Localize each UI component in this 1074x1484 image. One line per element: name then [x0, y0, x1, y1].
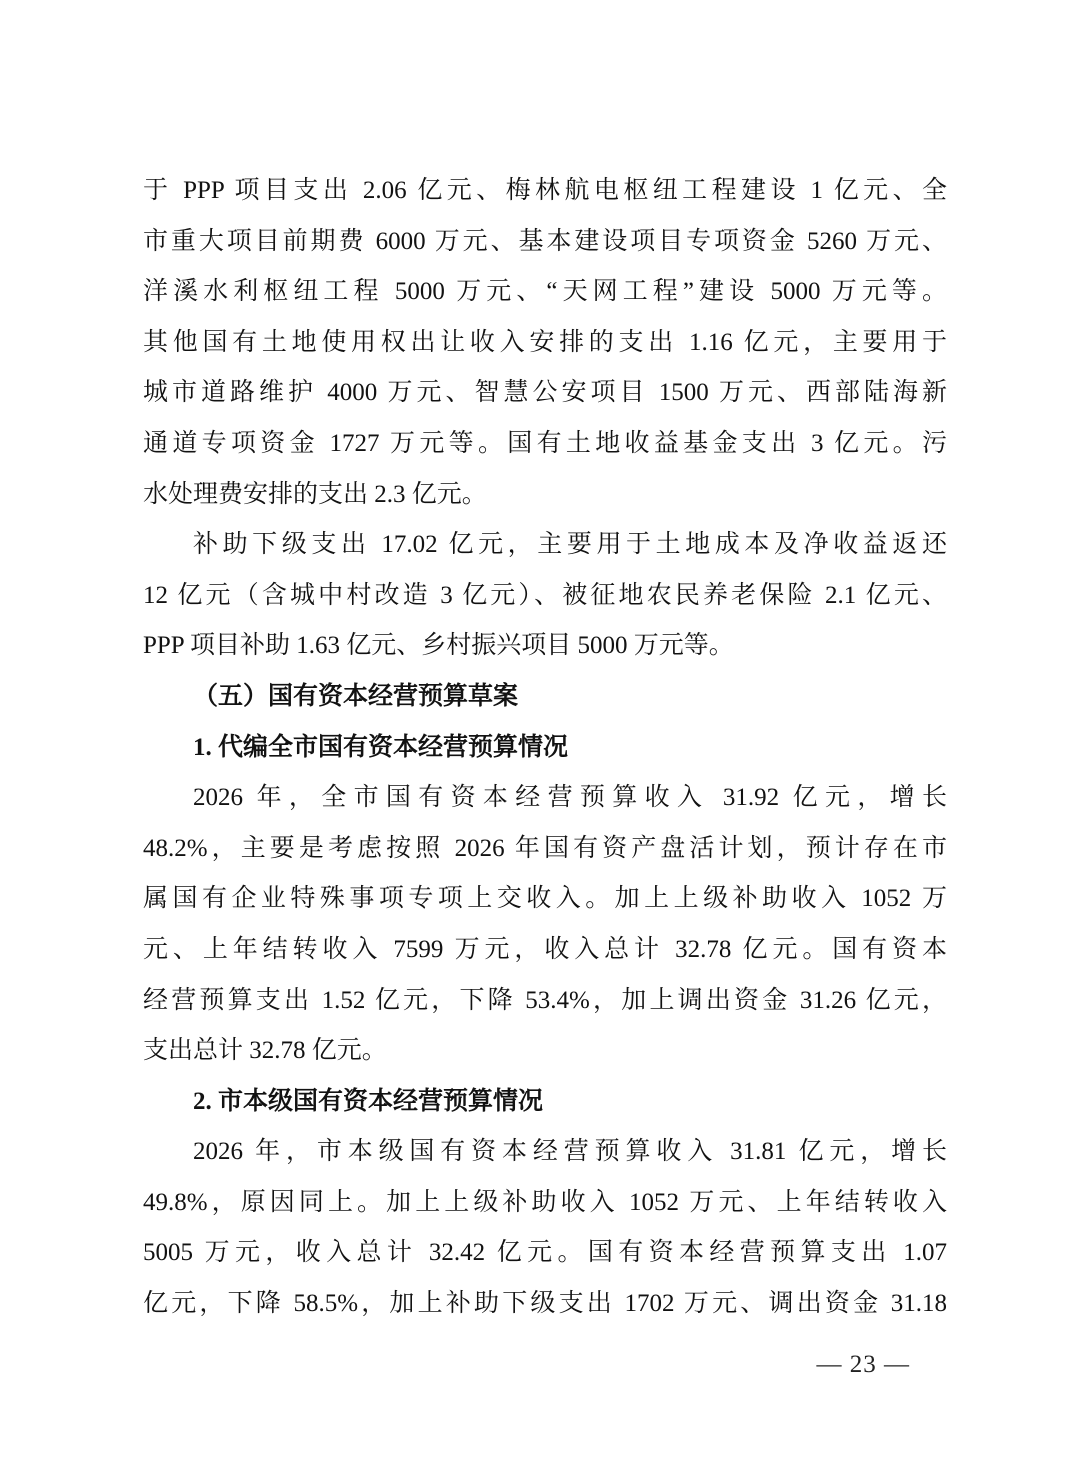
text-line: 1. 代编全市国有资本经营预算情况 [193, 733, 569, 761]
paragraph [143, 166, 947, 520]
text-line: PPP 项目补助 1.63 亿元、乡村振兴项目 5000 万元等。 [143, 632, 734, 660]
paragraph [143, 1127, 947, 1329]
text-line: 洋溪水利枢纽工程 5000 万元、“天网工程”建设 5000 万元等。 [143, 278, 947, 306]
text-line: 元、上年结转收入 7599 万元，收入总计 32.78 亿元。国有资本 [143, 935, 947, 963]
text-line: 经营预算支出 1.52 亿元，下降 53.4%，加上调出资金 31.26 亿元， [143, 986, 947, 1014]
text-line: 支出总计 32.78 亿元。 [143, 1037, 387, 1065]
text-line: 水处理费安排的支出 2.3 亿元。 [143, 480, 487, 508]
text-line: 2026 年，全市国有资本经营预算收入 31.92 亿元，增长 [193, 784, 947, 812]
section-heading [143, 672, 947, 723]
paragraph [143, 773, 947, 1077]
text-line: 2026 年，市本级国有资本经营预算收入 31.81 亿元，增长 [193, 1138, 947, 1166]
section-heading [143, 1077, 947, 1128]
text-content [143, 166, 947, 1330]
section-heading [143, 723, 947, 774]
text-line: 通道专项资金 1727 万元等。国有土地收益基金支出 3 亿元。污 [143, 429, 947, 457]
text-line: 亿元，下降 58.5%，加上补助下级支出 1702 万元、调出资金 31.18 [143, 1290, 947, 1318]
paragraph [143, 520, 947, 672]
text-line: （五）国有资本经营预算草案 [193, 682, 519, 710]
text-line: 其他国有土地使用权出让收入安排的支出 1.16 亿元，主要用于 [143, 328, 947, 356]
text-line: 补助下级支出 17.02 亿元，主要用于土地成本及净收益返还 [193, 531, 947, 559]
text-line: 48.2%，主要是考虑按照 2026 年国有资产盘活计划，预计存在市 [143, 834, 947, 862]
text-line: 城市道路维护 4000 万元、智慧公安项目 1500 万元、西部陆海新 [143, 379, 947, 407]
text-line: 市重大项目前期费 6000 万元、基本建设项目专项资金 5260 万元、 [143, 227, 947, 255]
text-line: 5005 万元，收入总计 32.42 亿元。国有资本经营预算支出 1.07 [143, 1239, 947, 1267]
text-line: 49.8%，原因同上。加上上级补助收入 1052 万元、上年结转收入 [143, 1188, 947, 1216]
page-number: — 23 — [816, 1351, 910, 1378]
text-line: 12 亿元（含城中村改造 3 亿元）、被征地农民养老保险 2.1 亿元、 [143, 581, 947, 609]
text-line: 2. 市本级国有资本经营预算情况 [193, 1087, 544, 1115]
text-line: 于 PPP 项目支出 2.06 亿元、梅林航电枢纽工程建设 1 亿元、全 [143, 177, 947, 204]
text-line: 属国有企业特殊事项专项上交收入。加上上级补助收入 1052 万 [143, 885, 947, 913]
